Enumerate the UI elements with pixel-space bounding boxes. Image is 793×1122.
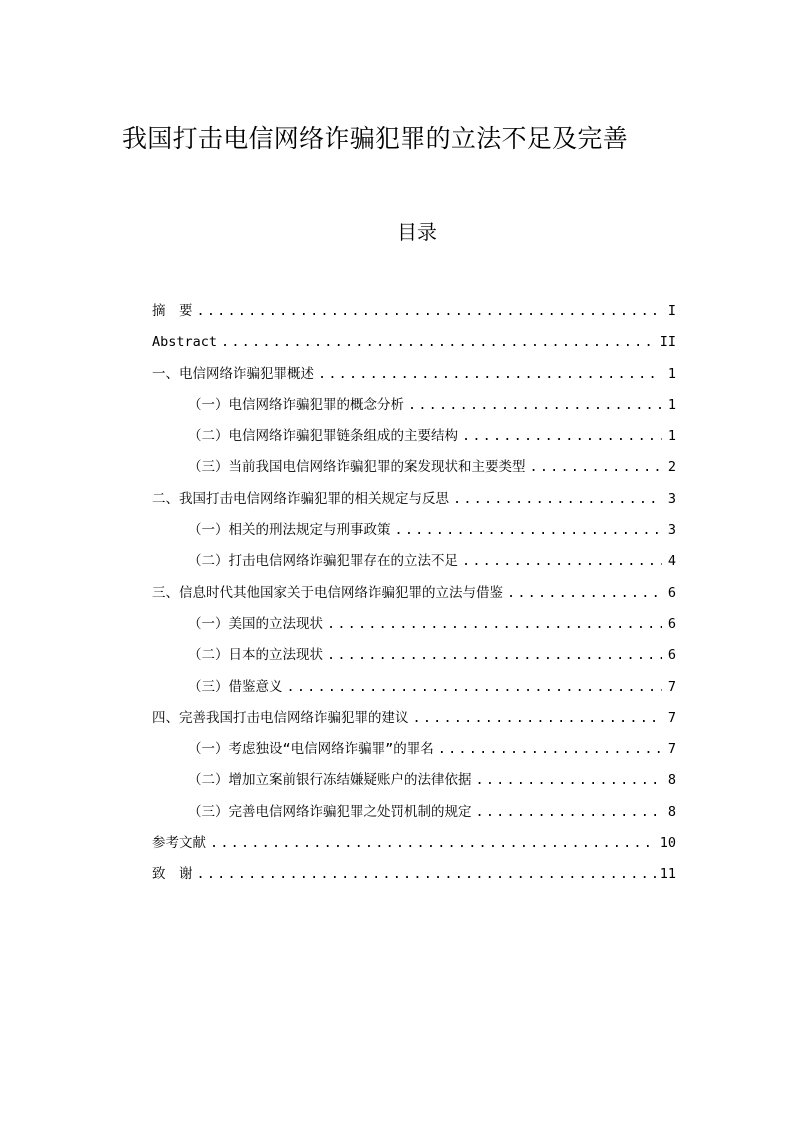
toc-dot-leader bbox=[530, 452, 663, 483]
toc-entry[interactable] bbox=[152, 609, 676, 640]
toc-dot-leader bbox=[462, 421, 662, 452]
toc-dot-leader bbox=[327, 609, 662, 640]
toc-entry-page: 6 bbox=[667, 647, 676, 664]
toc-entry-label: Abstract bbox=[152, 334, 218, 351]
toc-dot-leader bbox=[210, 828, 656, 859]
toc-entry[interactable] bbox=[152, 452, 676, 483]
toc-dot-leader bbox=[197, 296, 663, 327]
toc-dot-leader bbox=[462, 546, 662, 577]
toc-entry[interactable] bbox=[152, 327, 676, 358]
toc-entry-label: 二、我国打击电信网络诈骗犯罪的相关规定与反思 bbox=[152, 490, 449, 507]
toc-entry-page: I bbox=[667, 303, 676, 319]
toc-entry-label: （一）电信网络诈骗犯罪的概念分析 bbox=[188, 396, 404, 413]
table-of-contents bbox=[152, 296, 676, 891]
toc-entry-label: （一）相关的刑法规定与刑事政策 bbox=[188, 522, 391, 539]
toc-entry[interactable] bbox=[152, 546, 676, 577]
toc-entry-page: 7 bbox=[667, 741, 676, 758]
toc-entry-page: 1 bbox=[667, 428, 676, 445]
toc-entry-page: 3 bbox=[667, 490, 676, 507]
toc-dot-leader bbox=[318, 359, 662, 390]
toc-dot-leader bbox=[221, 327, 656, 358]
toc-entry-page: 6 bbox=[667, 615, 676, 632]
toc-entry[interactable] bbox=[152, 797, 676, 828]
toc-dot-leader bbox=[413, 703, 663, 734]
toc-entry[interactable] bbox=[152, 828, 676, 859]
toc-entry[interactable] bbox=[152, 640, 676, 671]
toc-entry-page: 4 bbox=[667, 553, 676, 570]
toc-entry-label: （三）完善电信网络诈骗犯罪之处罚机制的规定 bbox=[188, 803, 472, 820]
toc-entry-page: 7 bbox=[667, 678, 676, 695]
toc-entry[interactable] bbox=[152, 296, 676, 327]
toc-entry[interactable] bbox=[152, 859, 676, 890]
toc-dot-leader bbox=[327, 640, 662, 671]
toc-dot-leader bbox=[395, 515, 663, 546]
toc-entry[interactable] bbox=[152, 484, 676, 515]
toc-entry-page: 6 bbox=[667, 584, 676, 601]
toc-entry-label: 参考文献 bbox=[152, 835, 206, 852]
toc-dot-leader bbox=[476, 797, 663, 828]
toc-entry-label: （二）日本的立法现状 bbox=[188, 647, 323, 664]
toc-entry-label: （二）增加立案前银行冻结嫌疑账户的法律依据 bbox=[188, 772, 472, 789]
toc-dot-leader bbox=[408, 390, 662, 421]
toc-entry-label: （一）考虑独设“电信网络诈骗罪”的罪名 bbox=[188, 741, 434, 758]
toc-entry[interactable] bbox=[152, 578, 676, 609]
toc-entry[interactable] bbox=[152, 734, 676, 765]
toc-entry-label: （二）打击电信网络诈骗犯罪存在的立法不足 bbox=[188, 553, 458, 570]
toc-entry-label: 三、信息时代其他国家关于电信网络诈骗犯罪的立法与借鉴 bbox=[152, 584, 503, 601]
toc-dot-leader bbox=[197, 859, 656, 890]
toc-entry-label: （二）电信网络诈骗犯罪链条组成的主要结构 bbox=[188, 428, 458, 445]
toc-dot-leader bbox=[476, 765, 663, 796]
toc-dot-leader bbox=[438, 734, 662, 765]
toc-entry-label: （一）美国的立法现状 bbox=[188, 615, 323, 632]
toc-entry-page: 11 bbox=[659, 866, 676, 883]
toc-entry-page: II bbox=[659, 334, 676, 351]
toc-entry[interactable] bbox=[152, 765, 676, 796]
toc-entry[interactable] bbox=[152, 703, 676, 734]
toc-entry[interactable] bbox=[152, 390, 676, 421]
toc-entry-label: （三）当前我国电信网络诈骗犯罪的案发现状和主要类型 bbox=[188, 459, 526, 476]
toc-entry-page: 8 bbox=[667, 772, 676, 789]
toc-entry-label: 四、完善我国打击电信网络诈骗犯罪的建议 bbox=[152, 709, 409, 726]
toc-entry-page: 2 bbox=[667, 459, 676, 476]
toc-entry-page: 8 bbox=[667, 803, 676, 820]
toc-heading: 目录 bbox=[397, 220, 437, 244]
toc-entry[interactable] bbox=[152, 421, 676, 452]
toc-entry[interactable] bbox=[152, 515, 676, 546]
toc-entry-page: 10 bbox=[659, 835, 676, 852]
toc-entry-label: 摘 要 bbox=[152, 303, 193, 319]
toc-entry[interactable] bbox=[152, 672, 676, 703]
toc-dot-leader bbox=[453, 484, 662, 515]
toc-entry-page: 7 bbox=[667, 709, 676, 726]
toc-dot-leader bbox=[507, 578, 662, 609]
toc-entry-page: 1 bbox=[667, 396, 676, 413]
toc-entry-page: 1 bbox=[667, 365, 676, 382]
toc-entry[interactable] bbox=[152, 359, 676, 390]
toc-entry-label: 致 谢 bbox=[152, 866, 193, 883]
toc-dot-leader bbox=[287, 672, 663, 703]
toc-entry-label: （三）借鉴意义 bbox=[188, 678, 283, 695]
document-title: 我国打击电信网络诈骗犯罪的立法不足及完善 bbox=[122, 124, 629, 153]
toc-entry-label: 一、电信网络诈骗犯罪概述 bbox=[152, 365, 314, 382]
toc-entry-page: 3 bbox=[667, 522, 676, 539]
